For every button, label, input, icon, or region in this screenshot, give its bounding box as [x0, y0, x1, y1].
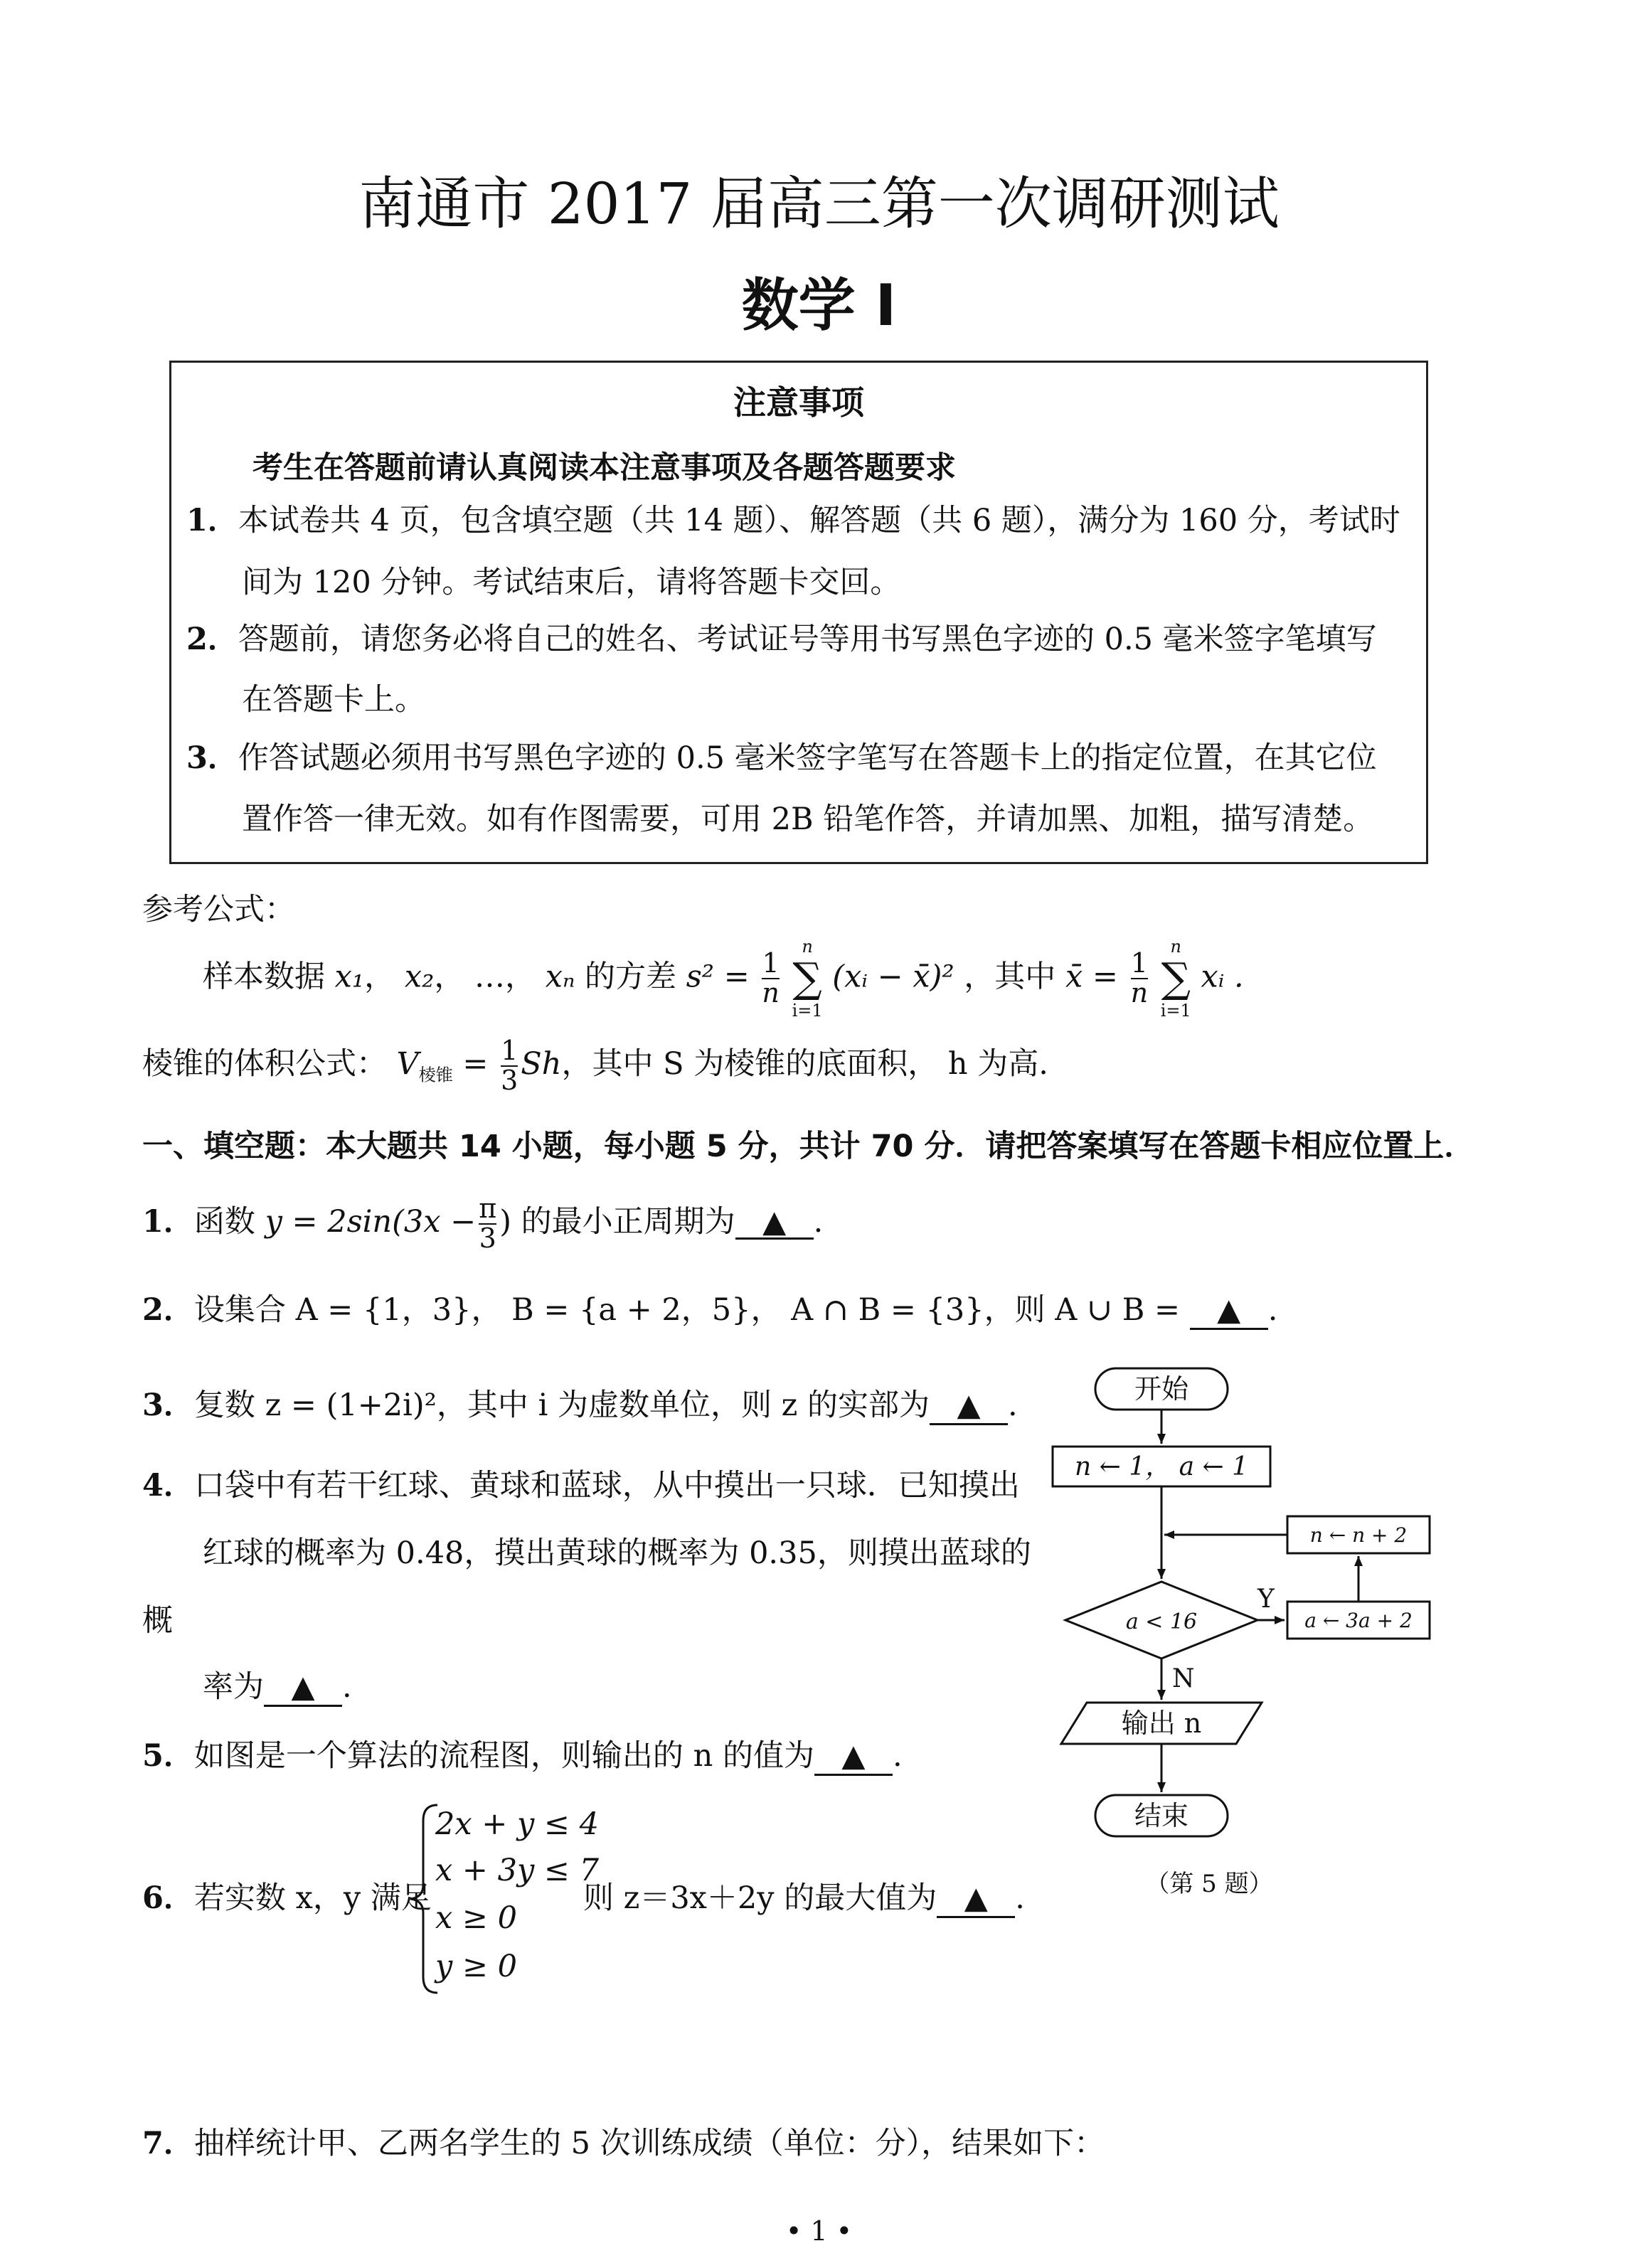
notice-item-2-cont: 在答题卡上。 [242, 682, 425, 718]
pyramid-frac [501, 1037, 518, 1095]
page-title: 南通市 2017 届高三第一次调研测试 [358, 171, 1280, 237]
output-label: 输出 n [1121, 1708, 1202, 1739]
frac-den: 3 [501, 1064, 518, 1096]
constraint-4: y ≥ 0 [435, 1949, 518, 1984]
frac-num: 1 [501, 1035, 518, 1066]
constraint-1: 2x + y ≤ 4 [435, 1806, 599, 1842]
variance-intro: 样本数据 [203, 959, 325, 995]
question-number: 6． [142, 1880, 194, 1916]
notice-item-text: 本试卷共 4 页，包含填空题（共 14 题）、解答题（共 6 题），满分为 160 分，考试时 [238, 503, 1400, 538]
question-5 [142, 1732, 903, 1776]
question-pre: 函数 [193, 1203, 255, 1240]
question-number: 5． [142, 1738, 194, 1774]
section-heading: 一、填空题：本大题共 14 小题，每小题 5 分，共计 70 分．请把答案填写在答题卡相应位置上． [142, 1129, 1475, 1164]
notice-title: 注意事项 [733, 383, 864, 422]
sigma-top: n [802, 937, 813, 957]
sigma [1161, 937, 1191, 1021]
notice-item-number: 1． [186, 503, 238, 538]
question-text: 复数 z = (1+2i)²，其中 i 为虚数单位，则 z 的实部为 [193, 1388, 930, 1423]
question-text: 抽样统计甲、乙两名学生的 5 次训练成绩（单位：分），结果如下： [193, 2126, 1105, 2161]
update-n-label: n ← n + 2 [1309, 1523, 1408, 1547]
question-end: . [342, 1669, 352, 1705]
question-post: 则 z＝3x＋2y 的最大值为 [583, 1880, 937, 1916]
no-label: N [1172, 1664, 1195, 1693]
variance-mid: 的方差 [585, 959, 677, 995]
sigma [792, 937, 823, 1021]
flowchart-caption: （第 5 题） [1145, 1870, 1273, 1898]
question-line: 口袋中有若干红球、黄球和蓝球，从中摸出一只球．已知摸出 [193, 1468, 1020, 1503]
end-label: 结束 [1134, 1800, 1189, 1831]
notice-box [169, 361, 1428, 864]
variance-frac [762, 949, 779, 1008]
question-7 [142, 2119, 1105, 2163]
constraint-3: x ≥ 0 [435, 1900, 517, 1936]
pyramid-desc: ，其中 S 为棱锥的底面积， h 为高. [561, 1045, 1048, 1082]
notice-item-2 [186, 615, 1377, 659]
answer-blank: ▲ [814, 1738, 893, 1776]
question-1 [142, 1195, 823, 1253]
notice-subtitle: 考生在答题前请认真阅读本注意事项及各题答题要求 [252, 450, 956, 486]
sigma-bottom: i=1 [1160, 1001, 1191, 1021]
flowchart [1031, 1351, 1472, 1934]
sigma-symbol: ∑ [792, 954, 822, 1003]
answer-blank: ▲ [735, 1207, 814, 1240]
question-number: 3． [142, 1388, 194, 1423]
question-expr-close: ) [499, 1203, 511, 1240]
answer-blank: ▲ [937, 1880, 1015, 1918]
mean-lhs: x̄ = [1065, 959, 1118, 995]
question-number: 7． [142, 2126, 194, 2161]
start-label: 开始 [1134, 1373, 1189, 1405]
pyramid-eq: = [462, 1045, 489, 1082]
pyramid-sub: 棱锥 [418, 1065, 453, 1085]
pyramid-V: V [396, 1045, 419, 1082]
question-frac [479, 1195, 496, 1253]
answer-blank: ▲ [264, 1669, 342, 1707]
formulas-heading: 参考公式： [142, 892, 295, 927]
question-number: 1． [142, 1203, 194, 1240]
question-expr: y = 2sin(3x − [265, 1203, 477, 1240]
page-subtitle: 数学 Ⅰ [741, 272, 897, 339]
notice-item-1-cont: 间为 120 分钟。考试结束后，请将答题卡交回。 [242, 565, 901, 600]
notice-item-3 [186, 734, 1377, 777]
frac-den: n [762, 977, 780, 1009]
notice-item-text: 作答试题必须用书写黑色字迹的 0.5 毫米签字笔写在答题卡上的指定位置，在其它位 [238, 740, 1377, 776]
question-pre: 若实数 x，y 满足 [193, 1880, 432, 1916]
yes-label: Y [1257, 1585, 1275, 1614]
notice-item-3-cont: 置作答一律无效。如有作图需要，可用 2B 铅笔作答，并请加黑、加粗，描写清楚。 [242, 802, 1374, 837]
variance-body: (xᵢ − x̄)² [832, 959, 954, 995]
answer-blank: ▲ [930, 1388, 1008, 1425]
variance-formula: 样本数据 x₁， x₂， …， xₙ 的方差 $s^2 = \frac{1}{n}$ n ∑ i=1 (xᵢ − x̄)² ，其中 x̄ = $\frac{1}{n}$ n ∑ i=1 xᵢ . [203, 937, 1244, 1021]
notice-item-1 [186, 496, 1400, 540]
question-4-line2: 红球的概率为 0.48，摸出黄球的概率为 0.35，则摸出蓝球的 [203, 1535, 1031, 1571]
notice-item-number: 2． [186, 622, 238, 657]
init-label: n ← 1， a ← 1 [1074, 1452, 1249, 1481]
pyramid-label: 棱锥的体积公式： [142, 1045, 387, 1082]
question-text: 如图是一个算法的流程图，则输出的 n 的值为 [193, 1738, 814, 1774]
question-4-line4 [203, 1663, 352, 1707]
sigma-top: n [1170, 937, 1181, 957]
mean-frac [1131, 949, 1148, 1008]
notice-item-number: 3． [186, 740, 238, 776]
notice-item-text: 答题前，请您务必将自己的姓名、考试证号等用书写黑色字迹的 0.5 毫米签字笔填写 [238, 622, 1377, 657]
constraint-2: x + 3y ≤ 7 [435, 1853, 599, 1888]
page-number: • 1 • [785, 2215, 853, 2247]
sigma-bottom: i=1 [792, 1001, 823, 1021]
question-number: 4． [142, 1468, 194, 1503]
variance-var: xₙ [545, 959, 575, 995]
question-6 [142, 1874, 432, 1917]
question-number: 2． [142, 1292, 194, 1328]
question-end: . [813, 1203, 824, 1240]
frac-num: 1 [1130, 947, 1148, 979]
answer-blank: ▲ [1190, 1292, 1268, 1330]
question-end: . [1267, 1292, 1278, 1328]
question-end: . [1015, 1880, 1025, 1916]
question-text: 设集合 A = {1，3}， B = {a + 2，5}， A ∩ B = {3}，则 A ∪ B = [193, 1292, 1181, 1328]
variance-var: x₁ [334, 959, 365, 995]
pyramid-rhs: Sh [521, 1045, 562, 1082]
frac-num: π [479, 1193, 497, 1224]
question-6-post [583, 1874, 1025, 1918]
frac-num: 1 [762, 947, 780, 979]
sigma-symbol: ∑ [1161, 954, 1191, 1003]
update-a-label: a ← 3a + 2 [1304, 1609, 1413, 1632]
question-line: 率为 [203, 1669, 264, 1705]
variance-var: x₂ [404, 959, 435, 995]
question-4-line3: 概 [142, 1603, 173, 1639]
frac-den: n [1130, 977, 1149, 1009]
question-post: 的最小正周期为 [521, 1203, 735, 1240]
condition-label: a < 16 [1125, 1609, 1198, 1634]
pyramid-formula [142, 1037, 1048, 1095]
variance-var: … [474, 959, 506, 995]
question-end: . [892, 1738, 903, 1774]
variance-lhs: s² = [686, 959, 750, 995]
question-end: . [1007, 1388, 1018, 1423]
question-3 [142, 1381, 1018, 1425]
question-2 [142, 1286, 1277, 1330]
mean-body: xᵢ . [1201, 959, 1244, 995]
question-4 [142, 1462, 1020, 1505]
variance-where: ，其中 [964, 959, 1056, 995]
frac-den: 3 [479, 1222, 496, 1254]
